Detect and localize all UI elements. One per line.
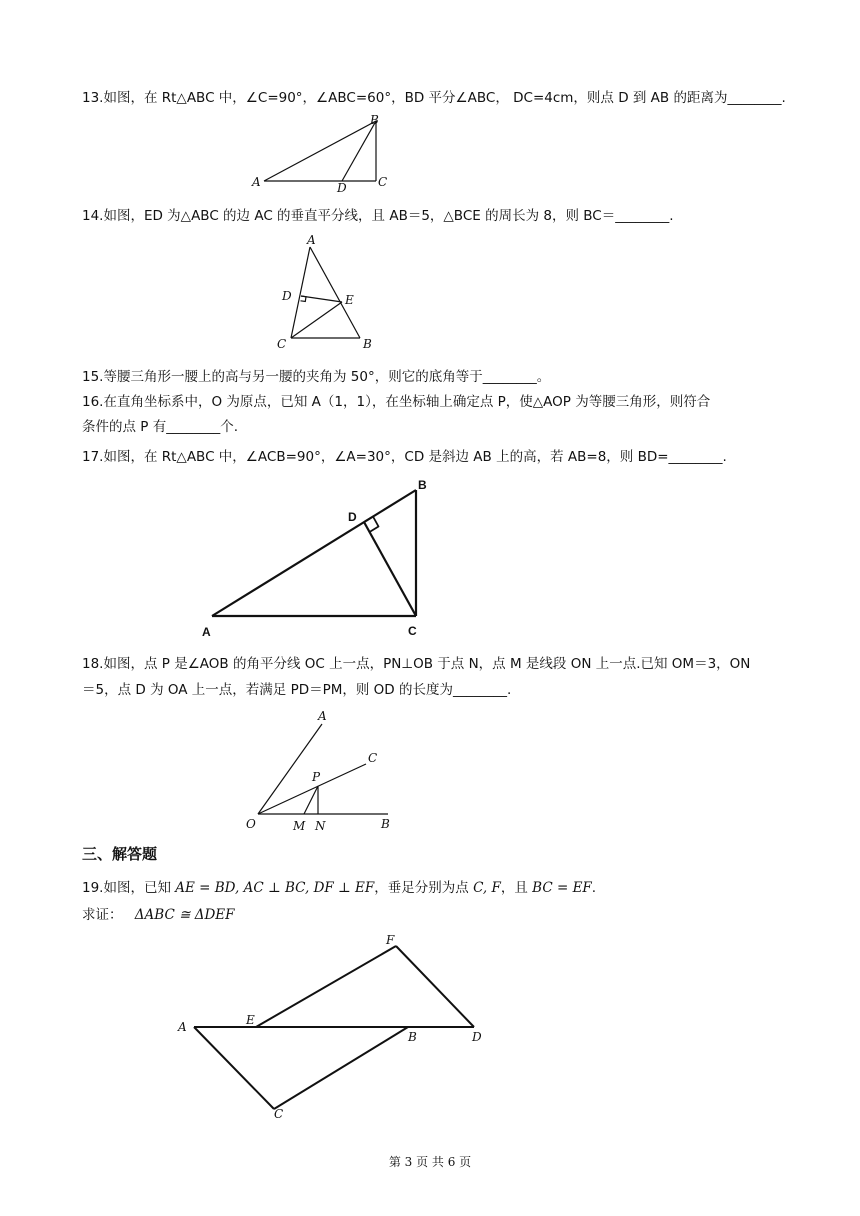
q19-math-equal: BC = EF [532,880,592,896]
q13-label-a: A [252,175,261,189]
q19-figure [170,930,500,1122]
question-15-text: 15.等腰三角形一腰上的高与另一腰的夹角为 50°，则它的底角等于________。 [82,369,551,385]
q19-text-mid2: ，且 [500,880,533,896]
q18-label-n: N [315,819,326,833]
question-17-text: 17.如图，在 Rt△ABC 中，∠ACB=90°，∠A=30°，CD 是斜边 AB 上的高，若 AB=8，则 BD=________. [82,449,727,465]
question-16-line-1: 16.在直角坐标系中，O 为原点，已知 A（1，1），在坐标轴上确定点 P，使△AOP 为等腰三角形，则符合 [82,394,711,410]
q18-label-m: M [293,819,306,833]
q18-label-c: C [368,751,378,765]
q19-text-end: . [591,880,597,896]
q19-label-e: E [246,1013,255,1027]
q19-math-given: AE = BD, AC ⊥ BC, DF ⊥ EF [175,880,375,896]
q19-text-mid: ，垂足分别为点 [374,880,474,896]
question-16-line-2: 条件的点 P 有________个. [82,419,239,435]
q18-label-o: O [246,817,256,831]
q19-label-c: C [274,1107,284,1121]
q19-text-prefix: 19.如图，已知 [82,880,176,896]
q14-label-e: E [345,293,354,307]
q17-label-d: D [348,510,357,524]
q19-label-f: F [386,933,395,947]
q18-label-p: P [312,770,321,784]
q14-label-c: C [277,337,287,351]
page-footer: 第 3 页 共 6 页 [388,1155,472,1169]
q19-label-a: A [178,1020,187,1034]
question-14-text: 14.如图，ED 为△ABC 的边 AC 的垂直平分线，且 AB＝5，△BCE 的周长为 8，则 BC＝________. [82,208,674,224]
q13-label-d: D [337,181,347,194]
q14-label-b: B [363,337,372,351]
q13-label-c: C [378,175,388,189]
q19-label-b: B [408,1030,417,1044]
question-18-line-2: ＝5，点 D 为 OA 上一点，若满足 PD＝PM，则 OD 的长度为________. [82,682,512,698]
section-3-title: 三、解答题 [82,845,158,863]
q14-label-a: A [307,233,316,247]
q17-label-b: B [418,478,427,492]
q14-figure [275,232,385,354]
q19-prove-label: 求证： [82,907,123,923]
q17-figure [198,474,438,642]
q19-label-d: D [472,1030,482,1044]
q13-label-b: B [370,113,379,127]
question-18-line-1: 18.如图，点 P 是∠AOB 的角平分线 OC 上一点，PN⊥OB 于点 N，点 M 是线段 ON 上一点.已知 OM＝3，ON [82,656,751,672]
q17-label-a: A [202,625,211,639]
q18-figure [240,706,400,834]
question-13-text: 13.如图，在 Rt△ABC 中，∠C=90°，∠ABC=60°，BD 平分∠ABC， DC=4cm，则点 D 到 AB 的距离为________. [82,90,786,106]
question-19-line-2 [82,906,235,924]
question-19-line-1 [82,879,596,897]
q13-figure [250,112,400,194]
q17-label-c: C [408,624,417,638]
q18-label-b: B [381,817,390,831]
q14-label-d: D [282,289,292,303]
q18-label-a: A [318,709,327,723]
q19-math-feet: C, F [473,880,501,896]
q19-prove-statement: ΔABC ≅ ΔDEF [134,907,235,923]
